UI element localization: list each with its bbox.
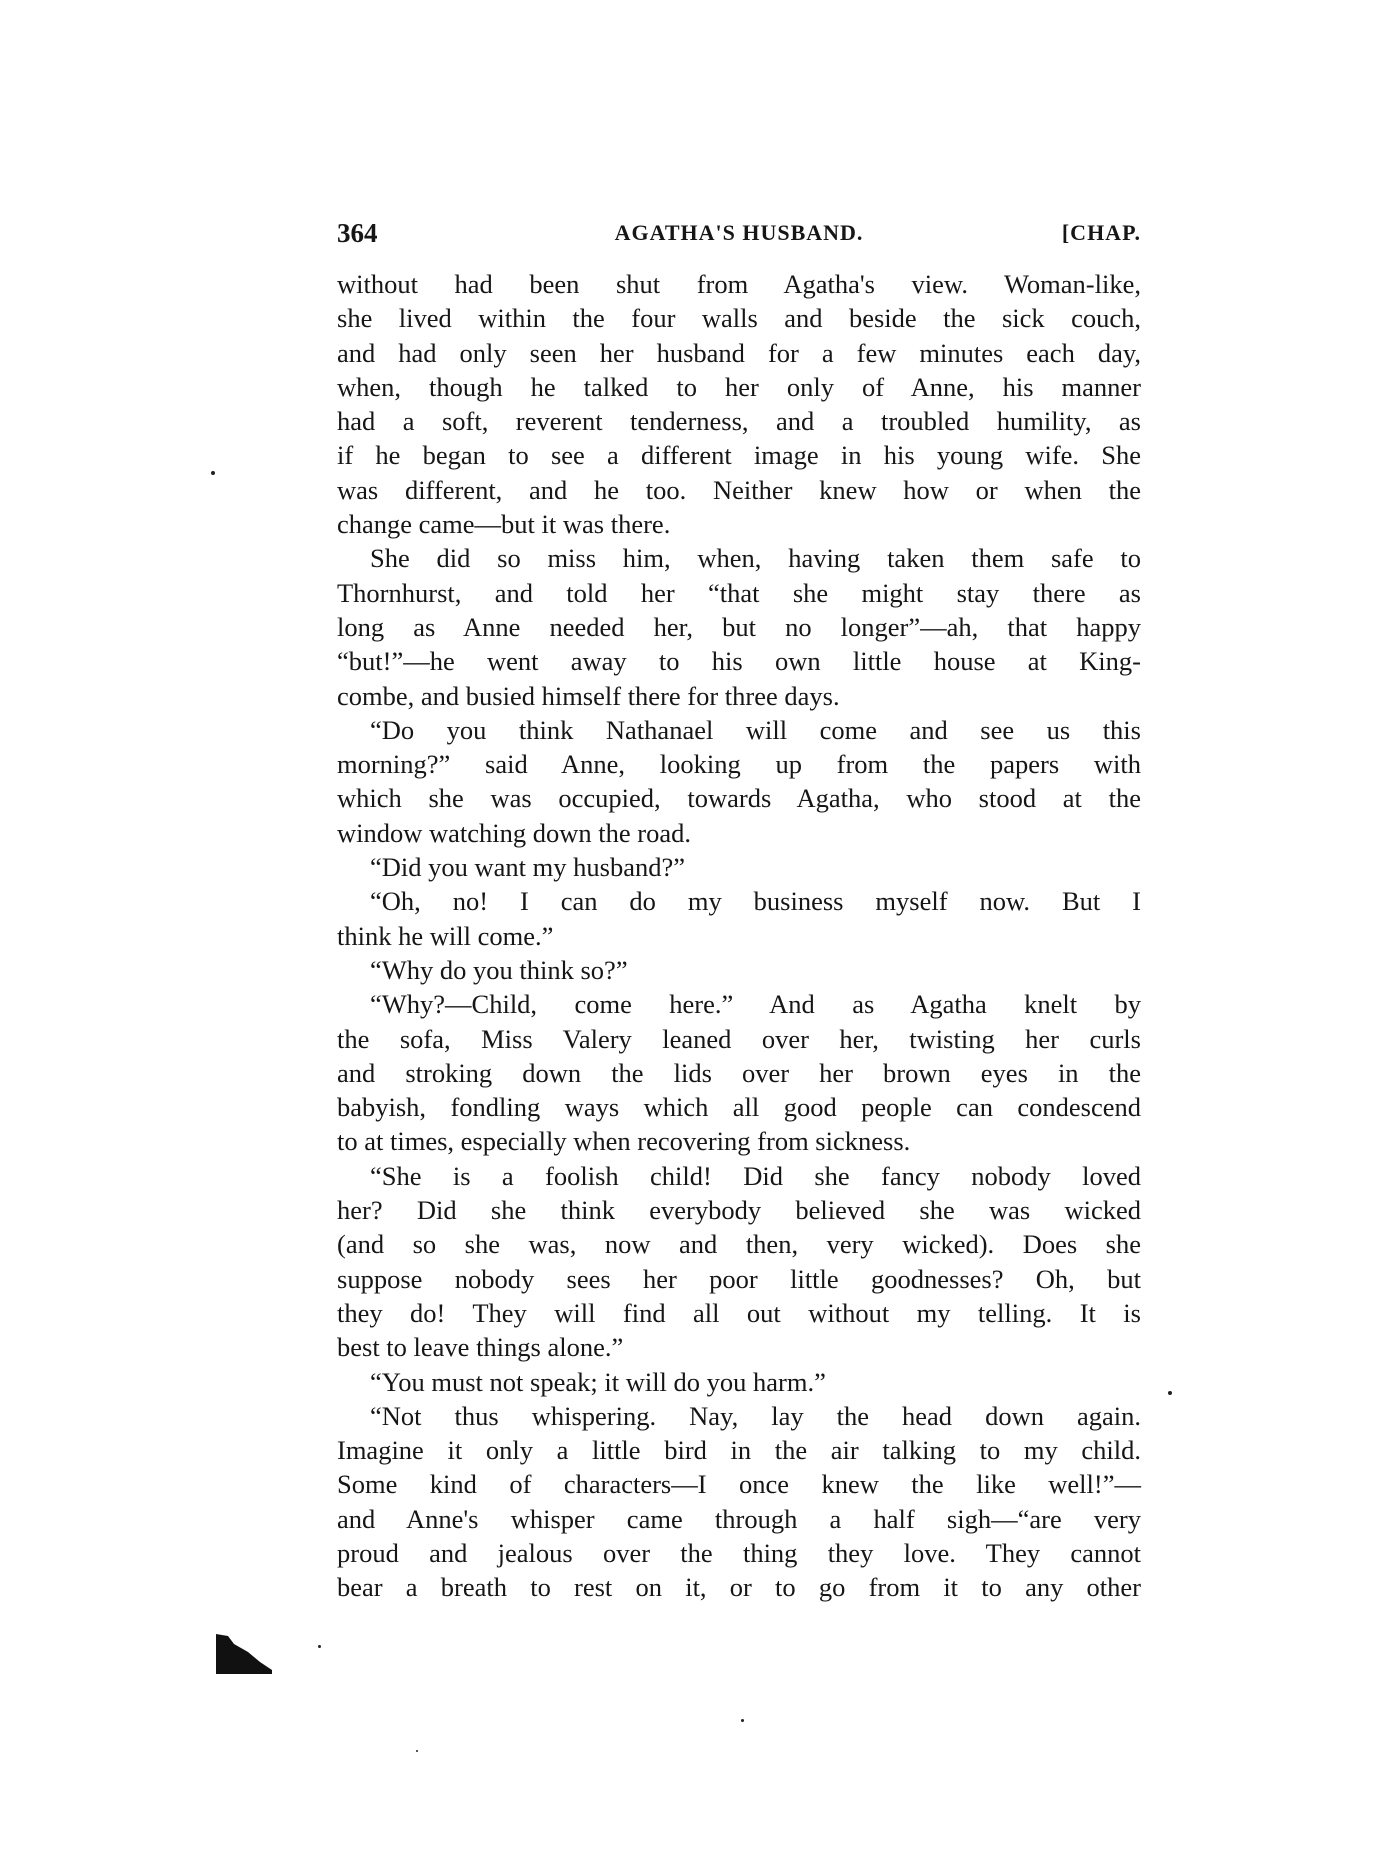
text-line: suppose nobody sees her poor little goodnesses? Oh, but	[337, 1263, 1141, 1294]
text-line: morning?” said Anne, looking up from the papers with	[337, 749, 1141, 780]
text-line: they do! They will find all out without my telling. It is	[337, 1297, 1141, 1328]
scan-speck	[741, 1719, 744, 1722]
chapter-mark: [CHAP.	[1061, 220, 1141, 245]
text-line: if he began to see a different image in his young wife. She	[337, 440, 1141, 471]
text-line: “You must not speak; it will do you harm.”	[370, 1366, 826, 1397]
text-line: babyish, fondling ways which all good people can condescend	[337, 1092, 1141, 1123]
text-line: “Did you want my husband?”	[370, 852, 685, 883]
text-line: window watching down the road.	[337, 817, 691, 848]
text-line: “Not thus whispering. Nay, lay the head down again.	[370, 1400, 1141, 1431]
text-line: was different, and he too. Neither knew how or when the	[337, 474, 1141, 505]
text-line: when, though he talked to her only of Anne, his manner	[337, 371, 1141, 402]
text-line: proud and jealous over the thing they love. They cannot	[337, 1537, 1141, 1568]
text-line: she lived within the four walls and beside the sick couch,	[337, 303, 1141, 334]
scan-thumb-shadow	[214, 1632, 274, 1674]
page-body-text	[337, 267, 1141, 1605]
text-line: “Why?—Child, come here.” And as Agatha knelt by	[370, 989, 1141, 1020]
text-line: bear a breath to rest on it, or to go from it to any other	[337, 1572, 1141, 1603]
text-line: long as Anne needed her, but no longer”—ah, that happy	[337, 611, 1141, 642]
text-line: “She is a foolish child! Did she fancy nobody loved	[370, 1160, 1141, 1191]
scan-speck	[211, 471, 215, 475]
scan-speck	[1168, 1391, 1172, 1395]
page-header	[337, 215, 1141, 251]
text-line: best to leave things alone.”	[337, 1332, 624, 1363]
text-line: Some kind of characters—I once knew the like well!”—	[337, 1469, 1141, 1500]
text-line: and had only seen her husband for a few minutes each day,	[337, 337, 1141, 368]
text-line: and Anne's whisper came through a half sigh—“are very	[337, 1503, 1141, 1534]
scan-speck	[416, 1750, 418, 1752]
text-line: had a soft, reverent tenderness, and a troubled humility, as	[337, 406, 1141, 437]
text-line: She did so miss him, when, having taken them safe to	[370, 543, 1141, 574]
text-line: “Do you think Nathanael will come and see us this	[370, 714, 1141, 745]
text-line: and stroking down the lids over her brown eyes in the	[337, 1057, 1141, 1088]
text-line: Thornhurst, and told her “that she might stay there as	[337, 577, 1141, 608]
text-line: the sofa, Miss Valery leaned over her, twisting her curls	[337, 1023, 1141, 1054]
text-line: combe, and busied himself there for three days.	[337, 680, 840, 711]
text-line: Imagine it only a little bird in the air talking to my child.	[337, 1435, 1141, 1466]
text-line: which she was occupied, towards Agatha, who stood at the	[337, 783, 1141, 814]
scan-speck	[318, 1645, 321, 1648]
text-line: change came—but it was there.	[337, 509, 671, 540]
text-line: without had been shut from Agatha's view. Woman-like,	[337, 269, 1141, 299]
running-title: AGATHA'S HUSBAND.	[614, 220, 864, 245]
text-line: her? Did she think everybody believed she was wicked	[337, 1195, 1141, 1226]
text-line: (and so she was, now and then, very wicked). Does she	[337, 1229, 1141, 1260]
text-line: think he will come.”	[337, 920, 554, 951]
text-line: “Why do you think so?”	[370, 954, 628, 985]
page-number: 364	[337, 218, 378, 248]
text-line: “Oh, no! I can do my business myself now. But I	[370, 886, 1141, 917]
text-line: to at times, especially when recovering from sickness.	[337, 1126, 911, 1157]
text-line: “but!”—he went away to his own little house at King-	[337, 646, 1141, 677]
